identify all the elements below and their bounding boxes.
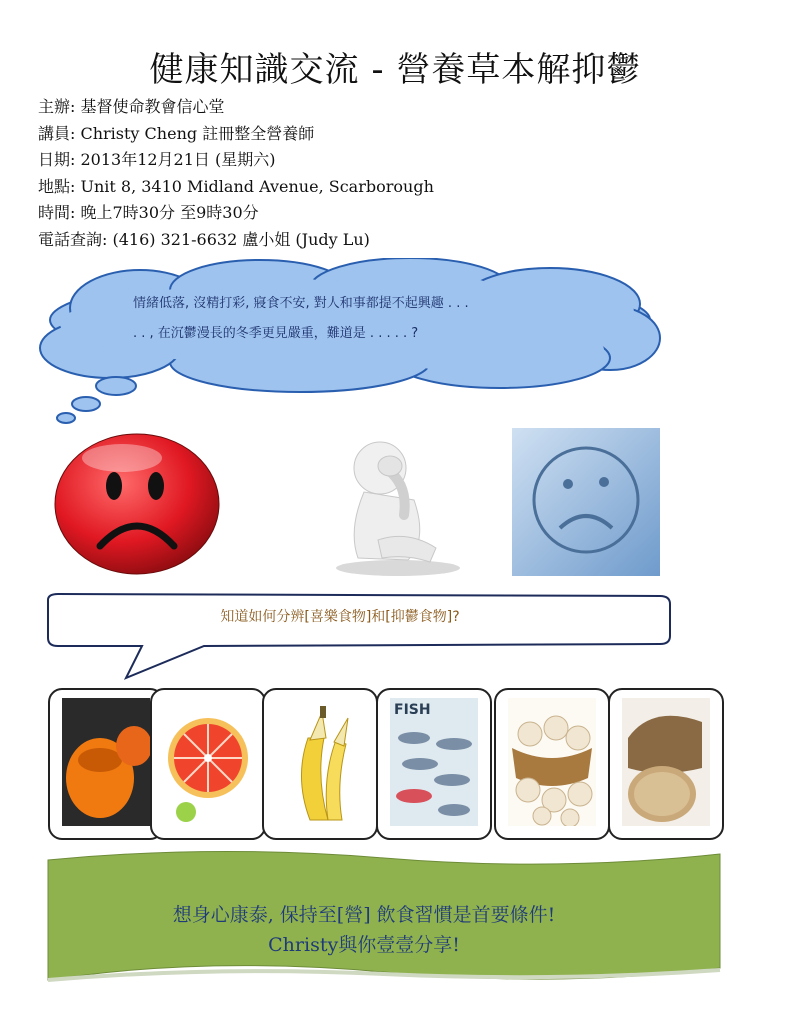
banner-line-2: Christy與你壹壹分享! [268,934,460,956]
food-card-pumpkin [48,688,164,840]
food-card-fish [376,688,492,840]
food-card-bread [608,688,724,840]
thought-cloud [30,258,670,428]
location-line: 地點: Unit 8, 3410 Midland Avenue, Scarborough [38,176,434,196]
cloud-text-line-1: 情緒低落, 沒精打彩, 寢食不安, 對人和事都提不起興趣 . . . [133,296,469,311]
pumpkin-icon [62,698,150,826]
banana-icon [276,698,364,826]
snow-sad-face-icon [512,428,660,576]
fish-label: FISH [394,702,431,718]
phone-line: 電話查詢: (416) 321-6632 盧小姐 (Judy Lu) [38,229,370,249]
sad-person-figure-icon [318,430,468,580]
food-card-garlic [494,688,610,840]
food-card-banana [262,688,378,840]
grapefruit-icon [164,698,252,826]
organizer-line: 主辦: 基督使命教會信心堂 [38,97,225,116]
time-line: 時間: 晚上7時30分 至9時30分 [38,203,259,222]
food-question: 知道如何分辨[喜樂食物]和[抑鬱食物]? [220,609,460,625]
bread-icon [622,698,710,826]
garlic-icon [508,698,596,826]
banner-line-1: 想身心康泰, 保持至[營] 飲食習慣是首要條件! [172,904,556,926]
event-info [38,94,434,253]
page-title: 健康知識交流 - 營養草本解抑鬱 [149,50,642,90]
speaker-line: 講員: Christy Cheng 註冊整全營養師 [38,123,315,143]
sad-red-face-icon [52,428,222,578]
food-card-grapefruit [150,688,266,840]
cloud-text-line-2: . . , 在沉鬱漫長的冬季更見嚴重，難道是 . . . . . ? [133,326,419,341]
fish-icon [390,698,478,826]
date-line: 日期: 2013年12月21日 (星期六) [38,150,276,169]
